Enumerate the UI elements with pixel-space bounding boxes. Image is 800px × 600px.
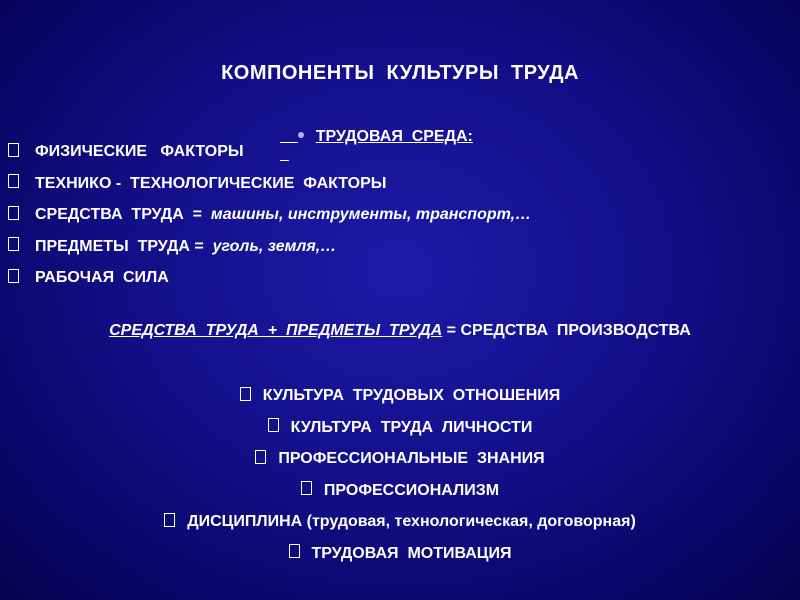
list-item bbox=[0, 412, 800, 444]
factor-label: ТЕХНИКО - ТЕХНОЛОГИЧЕСКИЕ ФАКТОРЫ bbox=[35, 174, 387, 192]
formula bbox=[0, 322, 800, 340]
factor-value: уголь, земля,… bbox=[212, 237, 337, 255]
component-list bbox=[0, 380, 800, 569]
list-item bbox=[0, 538, 800, 570]
bullet-box-icon bbox=[8, 174, 19, 188]
component-label: ПРОФЕССИОНАЛИЗМ bbox=[323, 481, 500, 499]
component-label: ПРОФЕССИОНАЛЬНЫЕ ЗНАНИЯ bbox=[278, 450, 545, 467]
bullet-box-icon bbox=[8, 269, 19, 283]
list-item bbox=[8, 136, 531, 168]
bullet-box-icon bbox=[8, 206, 19, 220]
list-item bbox=[8, 262, 531, 294]
formula-lhs: СРЕДСТВА ТРУДА + ПРЕДМЕТЫ ТРУДА bbox=[109, 322, 443, 339]
factor-label: РАБОЧАЯ СИЛА bbox=[35, 269, 169, 286]
component-label: ТРУДОВАЯ МОТИВАЦИЯ bbox=[311, 544, 512, 562]
component-label: КУЛЬТУРА ТРУДА ЛИЧНОСТИ bbox=[290, 418, 533, 436]
list-item bbox=[0, 506, 800, 538]
formula-rhs: = СРЕДСТВА ПРОИЗВОДСТВА bbox=[442, 322, 691, 339]
bullet-box-icon bbox=[301, 481, 312, 495]
list-item bbox=[8, 231, 531, 263]
bullet-box-icon bbox=[255, 450, 266, 464]
bullet-box-icon bbox=[164, 513, 175, 527]
component-label: ДИСЦИПЛИНА (трудовая, технологическая, договорная) bbox=[187, 513, 636, 530]
bullet-box-icon bbox=[8, 143, 19, 157]
list-item bbox=[0, 380, 800, 412]
list-item bbox=[8, 168, 531, 200]
subheading-text: ТРУДОВАЯ СРЕДА: bbox=[315, 128, 473, 145]
factor-list bbox=[8, 136, 531, 294]
bullet-box-icon bbox=[268, 418, 279, 432]
list-item bbox=[8, 199, 531, 231]
factor-label: ПРЕДМЕТЫ ТРУДА = bbox=[35, 237, 213, 255]
bullet-box-icon bbox=[8, 237, 19, 251]
factor-value: машины, инструменты, транспорт,… bbox=[210, 206, 532, 223]
factor-label: ФИЗИЧЕСКИЕ ФАКТОРЫ bbox=[35, 143, 244, 160]
factor-label: СРЕДСТВА ТРУДА = bbox=[35, 206, 211, 223]
bullet-box-icon bbox=[240, 387, 251, 401]
list-item bbox=[0, 475, 800, 507]
list-item bbox=[0, 443, 800, 475]
bullet-box-icon bbox=[289, 544, 300, 558]
component-label: КУЛЬТУРА ТРУДОВЫХ ОТНОШЕНИЯ bbox=[262, 387, 561, 404]
slide-title: КОМПОНЕНТЫ КУЛЬТУРЫ ТРУДА bbox=[221, 62, 579, 84]
